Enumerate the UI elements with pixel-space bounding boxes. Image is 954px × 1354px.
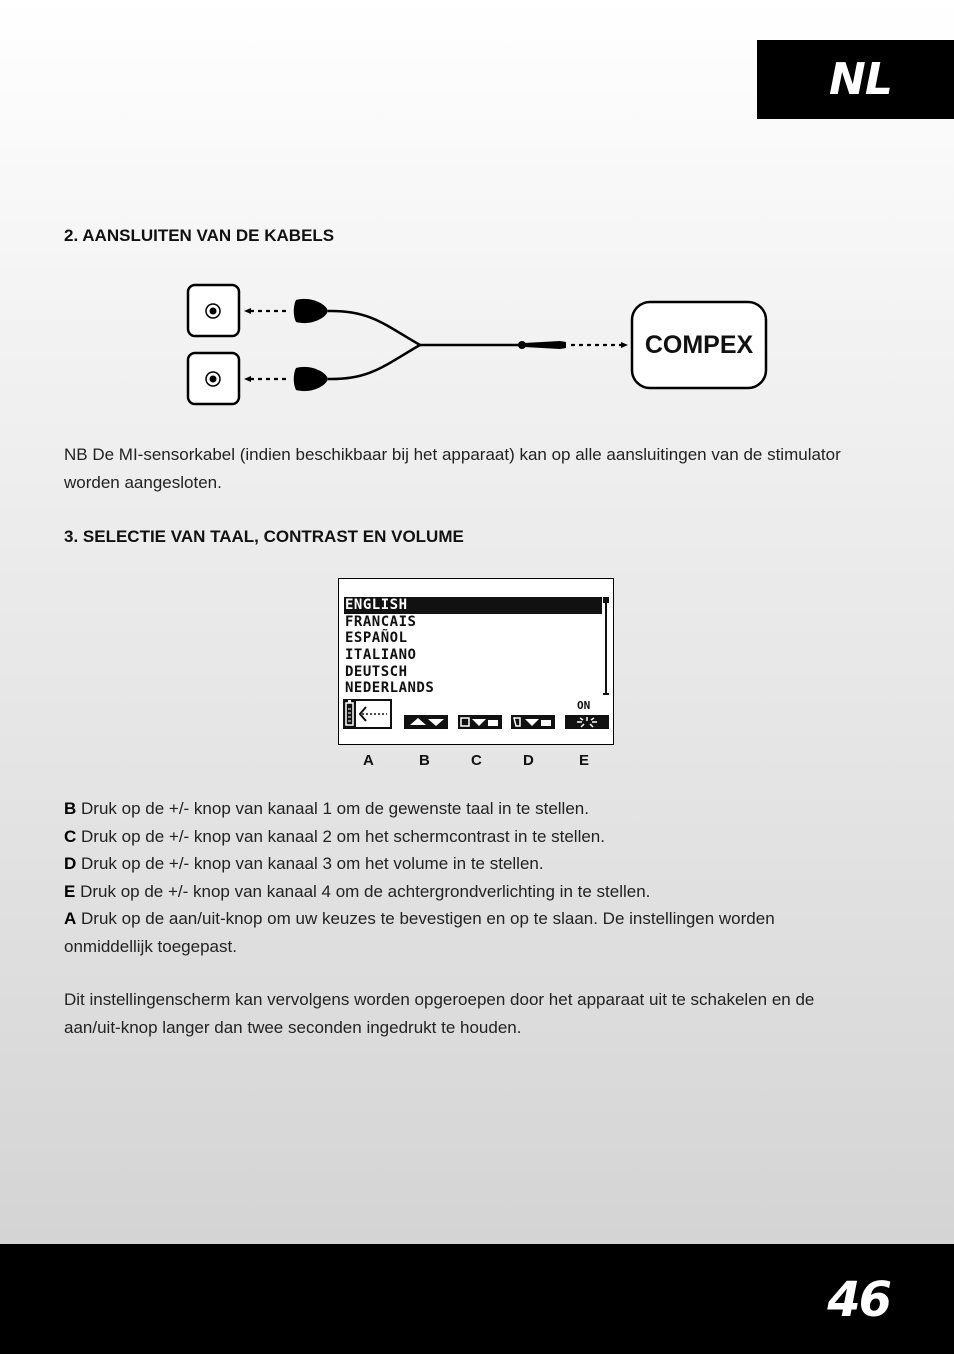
language-list <box>344 597 602 697</box>
electrode-bottom <box>188 353 239 404</box>
scrollbar <box>605 597 607 695</box>
language-tab: NL <box>757 40 954 119</box>
page-footer <box>0 1244 954 1354</box>
softkey-label-b: B <box>419 752 430 769</box>
electrode-top <box>188 285 239 336</box>
softkey-label-c: C <box>471 752 482 769</box>
language-option[interactable]: NEDERLANDS <box>345 680 435 697</box>
language-option[interactable]: ENGLISH <box>344 597 602 614</box>
cable-connection-diagram <box>180 280 780 415</box>
instruction-a: A Druk op de aan/uit-knop om uw keuzes te bevestigen en op te slaan. De instellingen worden onmiddellijk toegepast. <box>64 909 775 956</box>
cable-note <box>64 441 864 496</box>
page-number: 46 <box>827 1272 890 1328</box>
closing-note <box>64 986 864 1041</box>
softkey-a-battery-back-icon <box>343 699 392 729</box>
compex-label: COMPEX <box>644 331 754 359</box>
softkey-label-a: A <box>363 752 374 769</box>
instruction-list <box>64 795 864 960</box>
instruction-b: B Druk op de +/- knop van kanaal 1 om de gewenste taal in te stellen. <box>64 799 589 818</box>
softkey-e-backlight-icon <box>565 715 609 729</box>
settings-screen <box>338 578 614 745</box>
language-option[interactable]: ESPAÑOL <box>345 630 408 647</box>
closing-note-text: Dit instellingenscherm kan vervolgens worden opgeroepen door het apparaat uit te schakelen en de aan/uit-knop langer dan twee seconden ingedrukt te houden. <box>64 990 815 1037</box>
softkey-b-up-down-icon <box>404 715 448 729</box>
section-3-heading: 3. SELECTIE VAN TAAL, CONTRAST EN VOLUME <box>64 527 464 546</box>
softkey-d-volume-icon <box>511 715 555 729</box>
softkey-c-contrast-icon <box>458 715 502 729</box>
language-option[interactable]: ITALIANO <box>345 647 417 664</box>
cable-note-text: NB De MI-sensorkabel (indien beschikbaar bij het apparaat) kan op alle aansluitingen van de stimulator worden aangesloten. <box>64 445 841 492</box>
language-option[interactable]: FRANCAIS <box>345 613 417 630</box>
language-option[interactable]: DEUTSCH <box>345 663 408 680</box>
instruction-c: C Druk op de +/- knop van kanaal 2 om het schermcontrast in te stellen. <box>64 826 605 846</box>
instruction-d: D Druk op de +/- knop van kanaal 3 om het volume in te stellen. <box>64 854 544 873</box>
section-2-heading: 2. AANSLUITEN VAN DE KABELS <box>64 226 335 245</box>
softkey-label-e: E <box>579 752 590 769</box>
backlight-on-label: ON <box>577 699 591 712</box>
softkey-label-d: D <box>523 752 534 769</box>
instruction-e: E Druk op de +/- knop van kanaal 4 om de achtergrondverlichting in te stellen. <box>64 881 651 901</box>
